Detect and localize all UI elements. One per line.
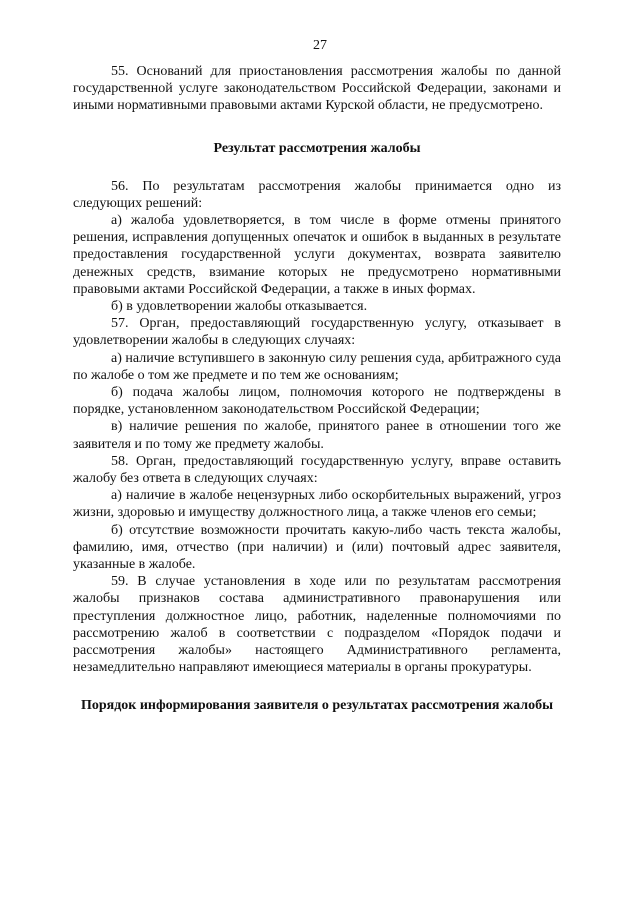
paragraph-56-a: а) жалоба удовлетворяется, в том числе в форме отмены принятого решения, исправления допущенных опечаток и ошибок в выданных в результате предоставления государственной услуги документах, возврата заявителю денежных средств, взимание которых не предусмотрено нормативными правовыми актами Российской Федерации, а также в иных формах. <box>73 213 561 297</box>
page-number: 27 <box>313 38 327 53</box>
paragraph-58: 58. Орган, предоставляющий государственную услугу, вправе оставить жалобу без ответа в следующих случаях: <box>73 453 561 487</box>
paragraph-56: 56. По результатам рассмотрения жалобы принимается одно из следующих решений: <box>73 178 561 211</box>
paragraph-58-b: б) отсутствие возможности прочитать какую-либо часть текста жалобы, фамилию, имя, отчество (при наличии) и (или) почтовый адрес заявителя, указанные в жалобе. <box>73 522 561 573</box>
paragraph-57: 57. Орган, предоставляющий государственную услугу, отказывает в удовлетворении жалобы в следующих случаях: <box>73 316 561 349</box>
paragraph-57-c: в) наличие решения по жалобе, принятого ранее в отношении того же заявителя и по тому же предмету жалобы. <box>73 419 561 452</box>
paragraph-57-b: б) подача жалобы лицом, полномочия которого не подтверждены в порядке, установленном законодательством Российской Федерации; <box>73 385 561 418</box>
paragraph-55: 55. Оснований для приостановления рассмотрения жалобы по данной государственной услуге законодательством Российской Федерации, законами и иными нормативными правовыми актами Курской области, не предусмотрено. <box>73 64 561 114</box>
paragraph-56-b: б) в удовлетворении жалобы отказывается. <box>111 299 368 315</box>
section-heading-applicant-informing: Порядок информирования заявителя о результатах рассмотрения жалобы <box>80 697 554 713</box>
page-content <box>73 63 561 714</box>
paragraph-59: 59. В случае установления в ходе или по результатам рассмотрения жалобы признаков состава административного правонарушения или преступления должностное лицо, работник, наделенные полномочиями по рассмотрению жалоб в соответствии с подразделом «Порядок подачи и рассмотрения жалобы» настоящего Административного регламента, незамедлительно направляют имеющиеся материалы в органы прокуратуры. <box>73 574 561 676</box>
paragraph-58-a: а) наличие в жалобе нецензурных либо оскорбительных выражений, угроз жизни, здоровью и имуществу должностного лица, а также членов его семьи; <box>73 488 561 521</box>
section-heading-complaint-result: Результат рассмотрения жалобы <box>213 140 421 156</box>
paragraph-57-a: а) наличие вступившего в законную силу решения суда, арбитражного суда по жалобе о том же предмете и по тем же основаниям; <box>73 350 561 383</box>
